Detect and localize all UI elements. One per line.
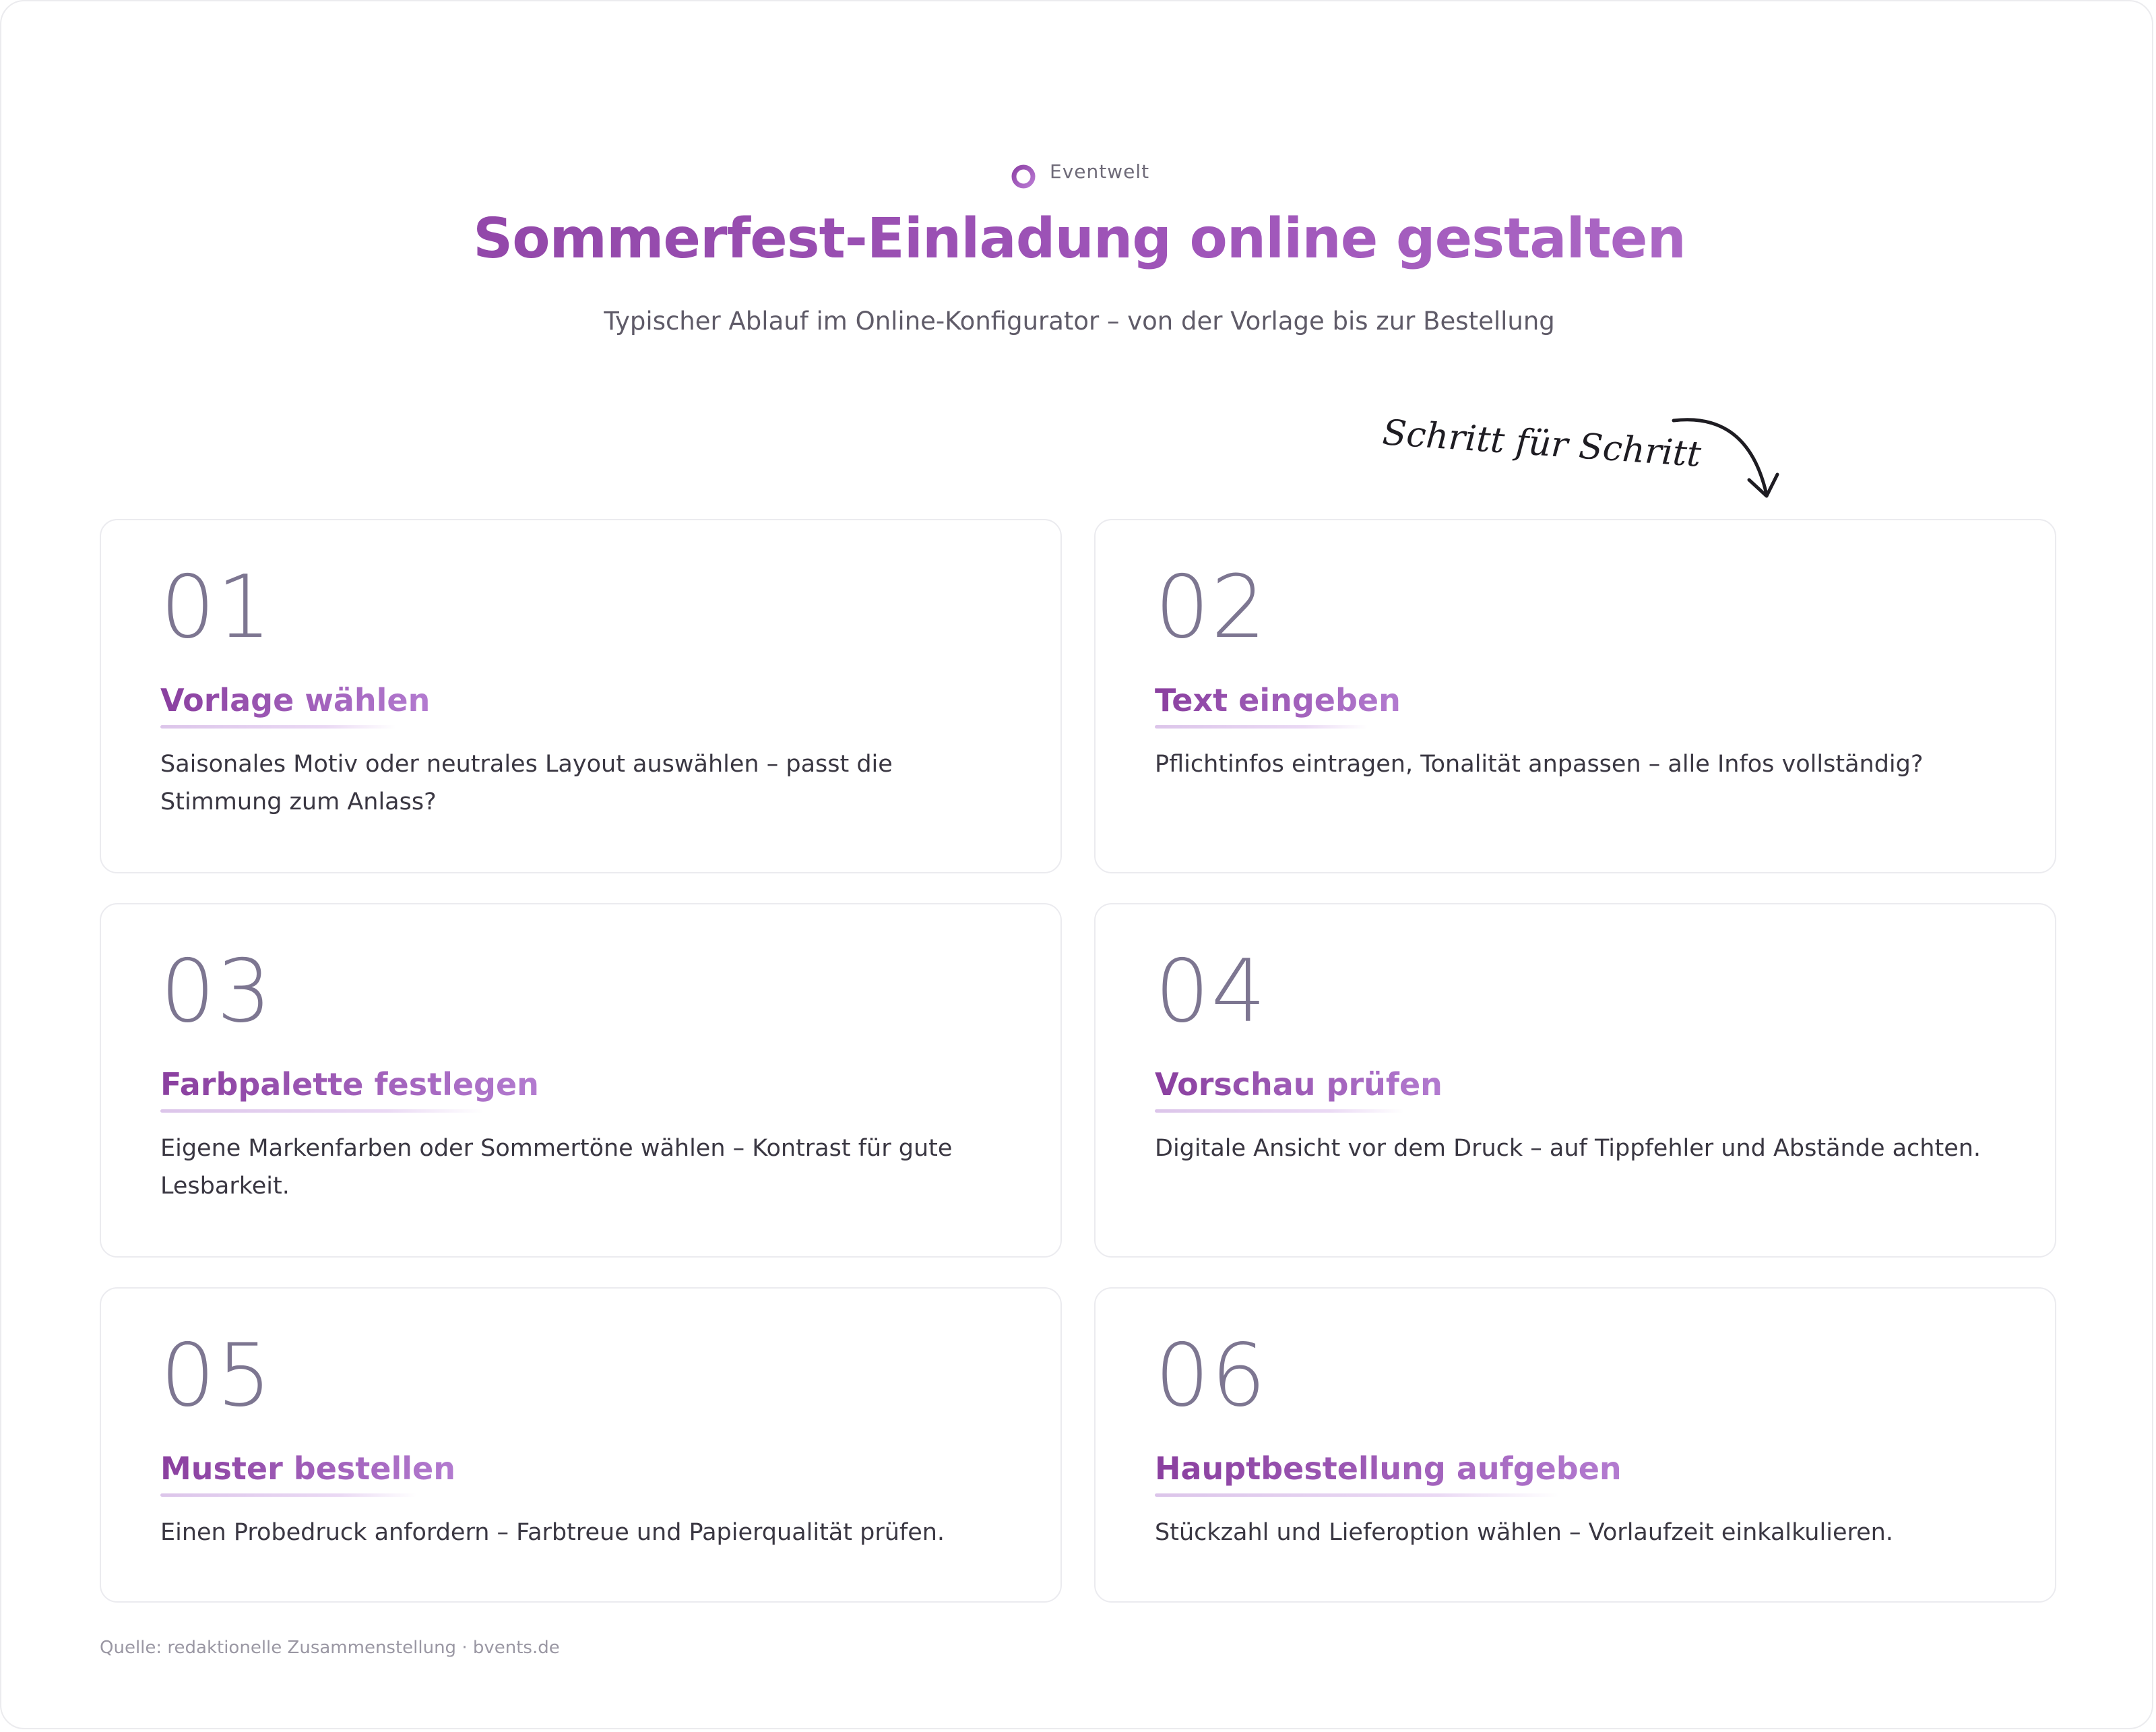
step-description: Digitale Ansicht vor dem Druck – auf Tippfehler und Abstände achten. [1155,1135,1981,1162]
step-title: Vorlage wählen [160,682,431,718]
brand-name: Eventwelt [1050,160,1150,183]
title-underline [160,1109,484,1113]
brand [1009,151,1149,191]
step-title: Vorschau prüfen [1155,1066,1442,1103]
step-card-2 [1094,519,2056,873]
page-title: Sommerfest-Einladung online gestalten [1,207,2156,271]
step-description: Pflichtinfos eintragen, Tonalität anpassen – alle Infos vollständig? [1155,751,1924,778]
step-number: 06 [1155,1326,1267,1426]
step-number: 01 [160,557,273,658]
title-underline [1155,1109,1404,1113]
step-card-1 [100,519,1062,873]
step-title: Farbpalette festlegen [160,1066,539,1103]
step-card-4 [1094,903,2056,1258]
curved-arrow-icon [1666,408,1787,519]
step-card-3 [100,903,1062,1258]
title-underline [1155,725,1368,729]
step-description: Einen Probedruck anfordern – Farbtreue und Papierqualität prüfen. [160,1519,945,1546]
step-title: Text eingeben [1155,682,1401,718]
source-note: Quelle: redaktionelle Zusammenstellung · bvents.de [100,1638,560,1658]
handwritten-annotation: Schritt für Schritt [1381,412,1703,475]
step-number: 05 [160,1326,273,1426]
step-description: Stückzahl und Lieferoption wählen – Vorlaufzeit einkalkulieren. [1155,1519,1893,1546]
step-title: Muster bestellen [160,1450,455,1487]
step-number: 03 [160,941,273,1042]
step-number: 02 [1155,557,1267,658]
step-number: 04 [1155,941,1267,1042]
step-card-5 [100,1287,1062,1603]
step-description: Saisonales Motiv oder neutrales Layout auswählen – passt die Stimmung zum Anlass? [160,751,893,815]
step-title: Hauptbestellung aufgeben [1155,1450,1622,1487]
b-logo-icon [1009,153,1038,189]
title-underline [160,725,396,729]
page-subtitle: Typischer Ablauf im Online-Konfigurator – von der Vorlage bis zur Bestellung [604,307,1555,336]
step-card-6 [1094,1287,2056,1603]
title-underline [1155,1493,1559,1497]
step-description: Eigene Markenfarben oder Sommertöne wählen – Kontrast für gute Lesbarkeit. [160,1135,953,1200]
title-underline [160,1493,416,1497]
